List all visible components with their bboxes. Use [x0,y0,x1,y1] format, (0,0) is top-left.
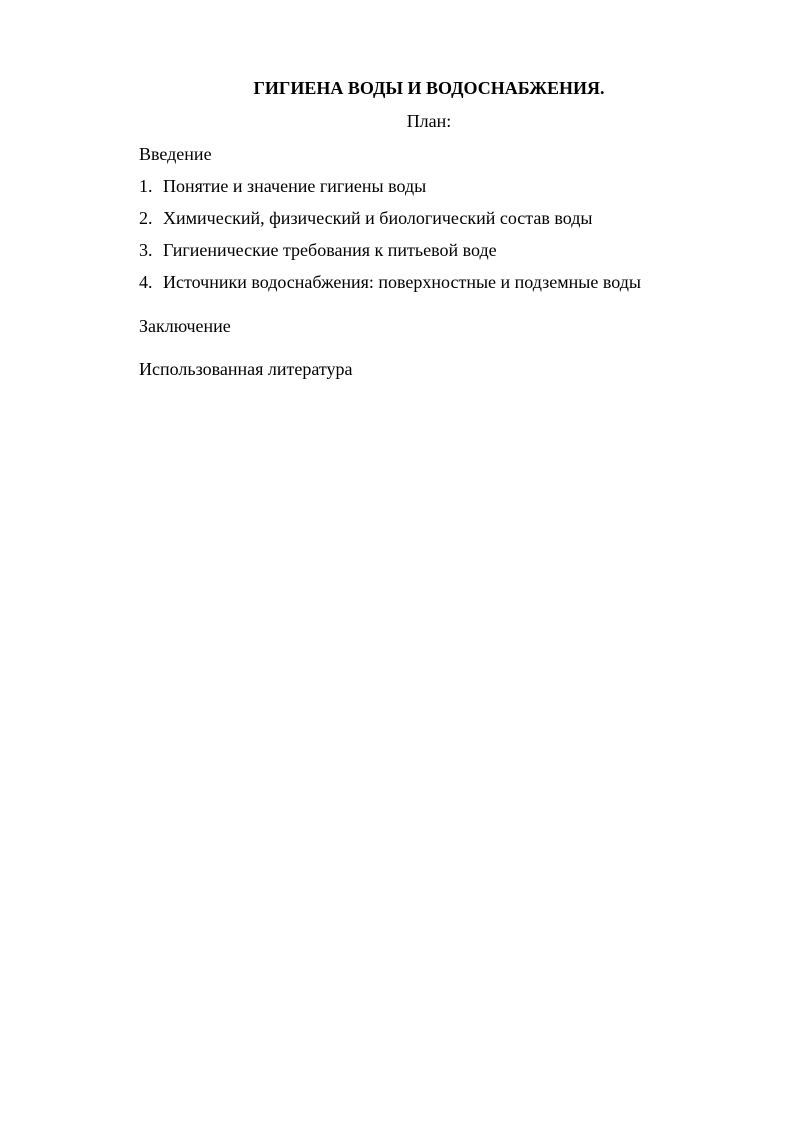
plan-item [139,238,497,262]
plan-item-number: 1. [139,176,153,196]
plan-item-number: 3. [139,240,153,260]
document-title: ГИГИЕНА ВОДЫ И ВОДОСНАБЖЕНИЯ. [253,78,605,98]
section-introduction: Введение [139,144,212,164]
plan-item-text: Химический, физический и биологический состав воды [163,208,593,228]
plan-item-text: Гигиенические требования к питьевой воде [163,240,497,260]
plan-item-number: 2. [139,208,153,228]
section-literature: Использованная литература [139,359,353,379]
plan-item-number: 4. [139,272,153,292]
plan-item [139,174,426,198]
plan-item [139,270,641,294]
section-conclusion: Заключение [139,316,231,336]
plan-item [139,206,592,230]
plan-item-text: Источники водоснабжения: поверхностные и подземные воды [163,272,641,292]
plan-item-text: Понятие и значение гигиены воды [163,176,427,196]
plan-heading: План: [406,111,452,131]
